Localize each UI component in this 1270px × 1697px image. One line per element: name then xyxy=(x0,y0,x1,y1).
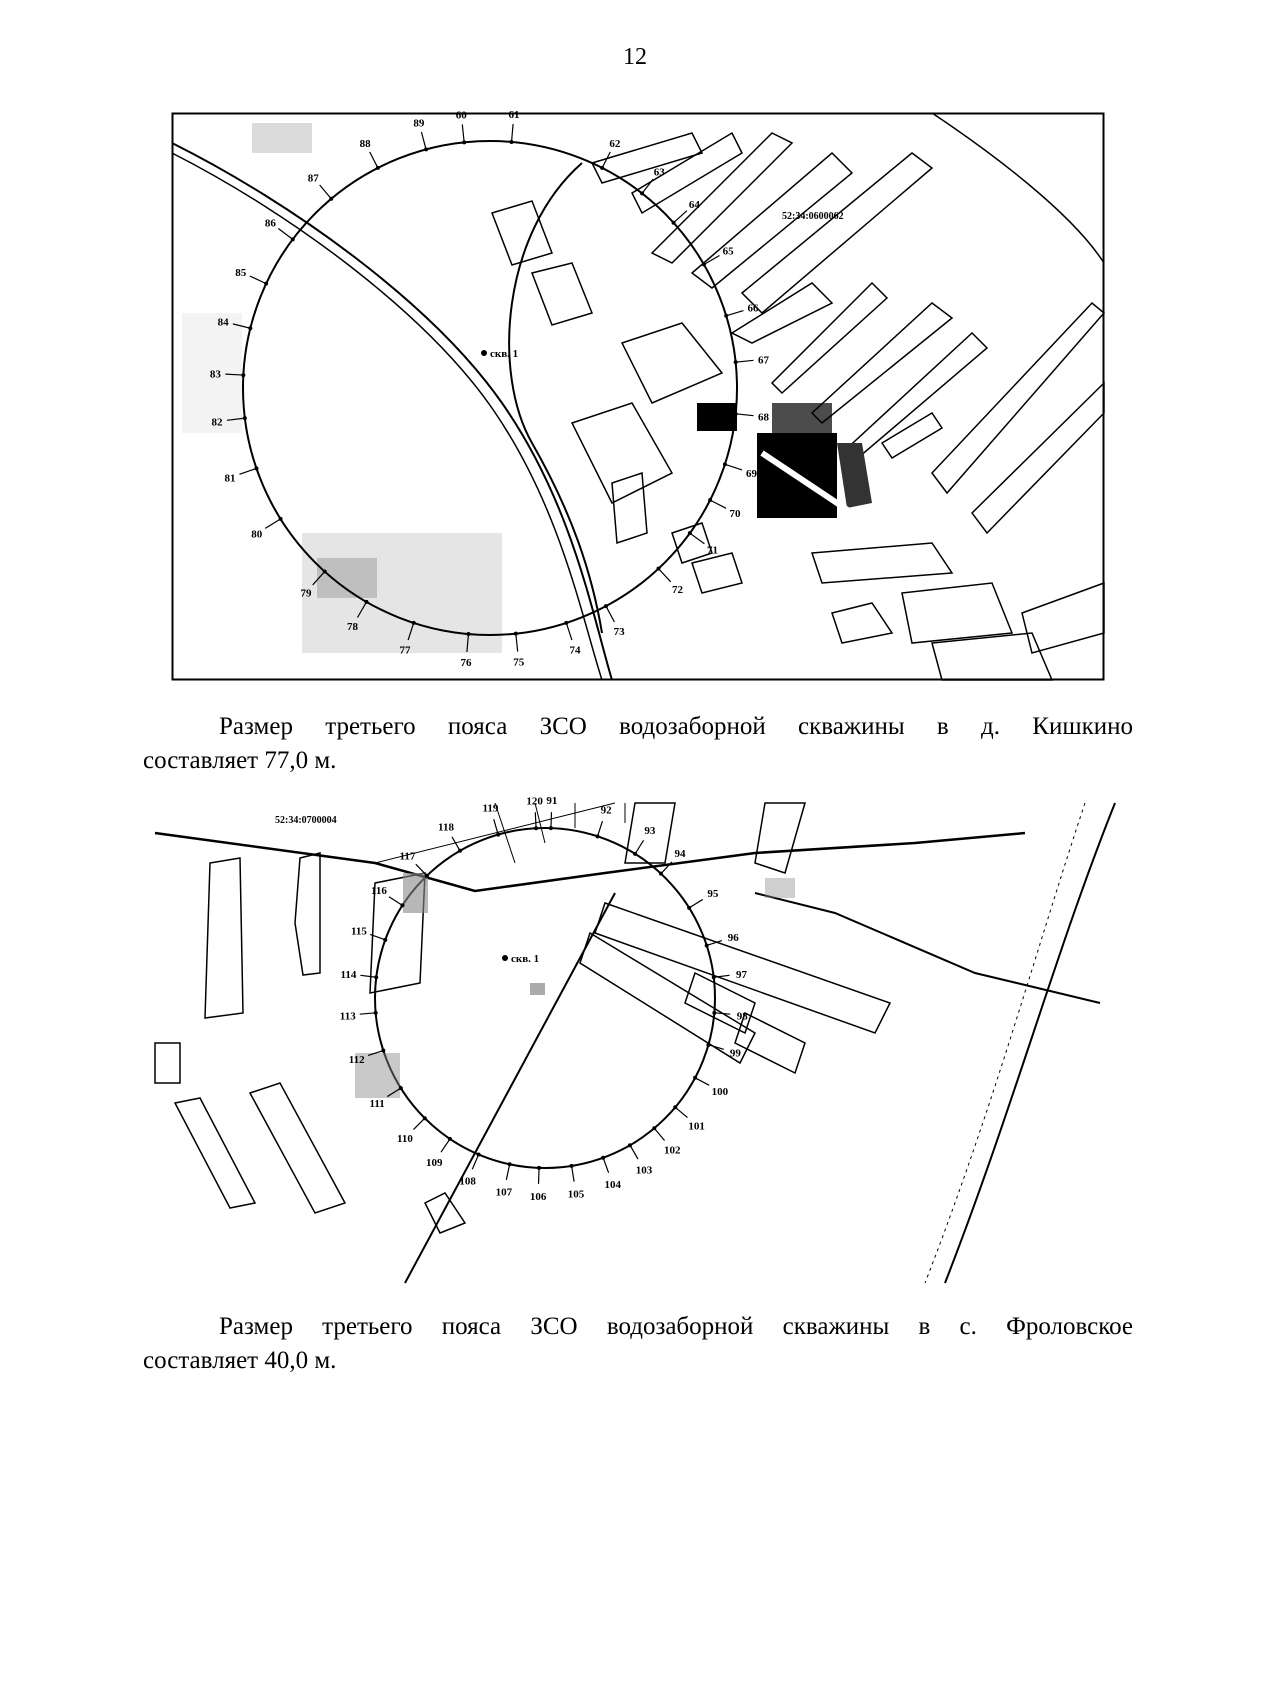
boundary-point-label: 109 xyxy=(426,1157,443,1170)
boundary-point-marker xyxy=(477,1152,481,1156)
boundary-tick xyxy=(635,840,643,854)
boundary-point-marker xyxy=(604,604,608,608)
boundary-point-marker xyxy=(734,412,738,416)
boundary-point-marker xyxy=(537,1166,541,1170)
boundary-point-label: 87 xyxy=(307,172,319,185)
boundary-point-marker xyxy=(399,1086,403,1090)
boundary-point-marker xyxy=(508,1162,512,1166)
boundary-point-label: 78 xyxy=(347,621,358,634)
boundary-point-marker xyxy=(656,567,660,571)
boundary-point-marker xyxy=(724,314,728,318)
boundary-point-marker xyxy=(448,1137,452,1141)
boundary-tick xyxy=(413,1118,424,1129)
boundary-point-label: 110 xyxy=(397,1133,413,1146)
boundary-point-label: 93 xyxy=(644,825,656,838)
boundary-point-marker xyxy=(254,466,258,470)
boundary-point-label: 100 xyxy=(711,1085,729,1098)
well-marker xyxy=(481,350,487,356)
boundary-point-label: 103 xyxy=(635,1164,653,1177)
boundary-tick xyxy=(389,897,402,906)
boundary-point-label: 106 xyxy=(529,1190,547,1203)
boundary-tick xyxy=(360,1013,376,1014)
boundary-point-marker xyxy=(702,263,706,267)
boundary-point-marker xyxy=(688,531,692,535)
boundary-point-marker xyxy=(514,632,518,636)
caption-kishkino xyxy=(143,710,1133,778)
boundary-point-marker xyxy=(708,498,712,502)
map-frolovskoe xyxy=(155,795,1115,1283)
boundary-point-marker xyxy=(601,1156,605,1160)
boundary-point-marker xyxy=(673,1105,677,1109)
boundary-right-dashed xyxy=(925,803,1085,1283)
boundary-point-label: 89 xyxy=(413,117,425,130)
boundary-point-marker xyxy=(600,166,604,170)
boundary-point-marker xyxy=(241,373,245,377)
boundary-point-label: 116 xyxy=(370,885,387,898)
boundary-point-marker xyxy=(712,1011,716,1015)
boundary-point-label: 61 xyxy=(508,109,520,122)
boundary-point-label: 104 xyxy=(604,1179,621,1192)
boundary-point-marker xyxy=(734,360,738,364)
boundary-tick xyxy=(598,821,603,836)
boundary-tick xyxy=(506,1164,509,1180)
boundary-point-label: 113 xyxy=(339,1010,356,1023)
boundary-point-label: 63 xyxy=(653,166,665,179)
boundary-point-label: 98 xyxy=(736,1010,748,1023)
boundary-point-label: 108 xyxy=(459,1175,476,1188)
boundary-point-label: 85 xyxy=(235,266,247,279)
page-number: 12 xyxy=(623,44,647,70)
boundary-point-label: 118 xyxy=(438,821,454,834)
boundary-point-marker xyxy=(374,975,378,979)
boundary-point-marker xyxy=(365,600,369,604)
boundary-point-marker xyxy=(329,197,333,201)
map-frolovskoe-drawing xyxy=(155,795,1115,1283)
boundary-point-marker xyxy=(425,874,429,878)
boundary-point-marker xyxy=(596,834,600,838)
boundary-point-label: 80 xyxy=(251,528,263,541)
boundary-point-marker xyxy=(534,826,538,830)
boundary-point-marker xyxy=(633,852,637,856)
boundary-tick xyxy=(675,1107,687,1117)
boundary-point-marker xyxy=(687,906,691,910)
boundary-point-marker xyxy=(496,833,500,837)
boundary-point-marker xyxy=(423,1116,427,1120)
boundary-point-label: 76 xyxy=(460,656,472,669)
boundary-point-marker xyxy=(424,147,428,151)
buildings xyxy=(155,803,890,1233)
boundary-point-marker xyxy=(264,282,268,286)
boundary-point-label: 64 xyxy=(688,198,700,211)
boundary-point-label: 96 xyxy=(727,931,739,944)
boundary-point-label: 69 xyxy=(746,467,758,480)
boundary-point-marker xyxy=(570,1164,574,1168)
boundary-point-marker xyxy=(564,621,568,625)
boundary-point-label: 73 xyxy=(613,625,625,638)
boundary-point-label: 79 xyxy=(300,587,312,600)
boundary-point-label: 119 xyxy=(482,802,499,815)
boundary-point-marker xyxy=(462,140,466,144)
boundary-point-marker xyxy=(706,1043,710,1047)
caption-line-2: составляет 40,0 м. xyxy=(143,1347,337,1374)
boundary-point-marker xyxy=(705,943,709,947)
boundary-point-label: 114 xyxy=(340,968,357,981)
boundary-point-label: 83 xyxy=(209,368,221,381)
boundary-point-label: 101 xyxy=(688,1120,705,1133)
boundary-point-label: 81 xyxy=(224,472,236,485)
boundary-point-marker xyxy=(712,975,716,979)
boundary-point-label: 91 xyxy=(546,795,558,808)
boundary-tick xyxy=(441,1139,450,1152)
well-marker xyxy=(502,955,508,961)
boundary-point-label: 74 xyxy=(569,644,581,657)
caption-line-1: Размер третьего пояса ЗСО водозаборной скважины в д. Кишкино xyxy=(219,713,1133,740)
boundary-point-marker xyxy=(628,1143,632,1147)
boundary-tick xyxy=(630,1145,638,1159)
boundary-point-marker xyxy=(291,237,295,241)
boundary-point-marker xyxy=(723,462,727,466)
boundary-point-label: 92 xyxy=(600,804,612,817)
boundary-point-label: 70 xyxy=(729,507,741,520)
boundary-tick xyxy=(535,812,536,828)
boundary-tick xyxy=(714,1013,730,1014)
boundary-point-marker xyxy=(374,1011,378,1015)
boundary-point-label: 99 xyxy=(729,1047,741,1060)
boundary-point-marker xyxy=(381,1049,385,1053)
boundary-point-marker xyxy=(466,632,470,636)
boundary-point-label: 112 xyxy=(348,1054,365,1067)
boundary-point-label: 94 xyxy=(674,848,686,861)
boundary-tick xyxy=(603,1158,608,1173)
boundary-right xyxy=(945,803,1115,1283)
well-label: скв. 1 xyxy=(511,953,540,965)
boundary-point-label: 86 xyxy=(264,217,276,230)
caption-line-2: составляет 77,0 м. xyxy=(143,747,337,774)
dark-areas xyxy=(355,873,795,1098)
boundary-point-label: 82 xyxy=(211,416,223,429)
boundary-point-label: 84 xyxy=(217,316,229,329)
boundary-point-marker xyxy=(659,872,663,876)
road xyxy=(155,833,1025,891)
boundary-point-label: 60 xyxy=(455,109,467,122)
boundary-point-label: 88 xyxy=(359,137,371,150)
well-label: скв. 1 xyxy=(490,348,519,360)
boundary-tick xyxy=(572,1166,575,1182)
boundary-point-label: 75 xyxy=(513,656,525,669)
boundary-point-label: 77 xyxy=(399,644,411,657)
boundary-point-marker xyxy=(248,326,252,330)
boundary-point-marker xyxy=(672,221,676,225)
boundary-point-marker xyxy=(376,166,380,170)
boundary-point-label: 111 xyxy=(369,1097,385,1110)
boundary-point-label: 62 xyxy=(609,137,621,150)
parcel-label: 52:34:0600062 xyxy=(782,211,844,222)
boundary-tick xyxy=(360,975,376,977)
boundary-point-label: 97 xyxy=(736,968,748,981)
boundary-point-marker xyxy=(243,416,247,420)
parcel-label: 52:34:0700004 xyxy=(275,815,337,826)
boundary-point-marker xyxy=(412,621,416,625)
boundary-point-marker xyxy=(323,570,327,574)
boundary-point-marker xyxy=(510,140,514,144)
boundary-tick xyxy=(689,899,703,907)
boundary-point-marker xyxy=(652,1126,656,1130)
boundary-point-label: 65 xyxy=(722,245,734,258)
boundary-point-label: 71 xyxy=(706,544,718,557)
boundary-point-marker xyxy=(400,903,404,907)
boundary-point-label: 117 xyxy=(399,850,416,863)
caption-line-1: Размер третьего пояса ЗСО водозаборной скважины в с. Фроловское xyxy=(219,1313,1133,1340)
boundary-point-marker xyxy=(549,826,553,830)
boundary-point-label: 72 xyxy=(672,584,684,597)
boundary-point-marker xyxy=(458,849,462,853)
boundary-point-label: 67 xyxy=(757,354,769,367)
map-kishkino xyxy=(172,109,1104,680)
boundary-point-marker xyxy=(640,191,644,195)
boundary-point-marker xyxy=(693,1076,697,1080)
boundary-tick xyxy=(539,1168,540,1184)
boundary-point-marker xyxy=(279,517,283,521)
boundary-point-label: 115 xyxy=(350,925,367,938)
boundary-point-label: 95 xyxy=(707,888,719,901)
boundary-tick xyxy=(551,812,552,828)
boundary-point-label: 120 xyxy=(526,795,543,808)
boundary-point-label: 107 xyxy=(495,1186,513,1199)
caption-frolovskoe xyxy=(143,1310,1133,1378)
boundary-point-marker xyxy=(383,938,387,942)
boundary-point-label: 66 xyxy=(747,302,759,315)
boundary-point-label: 102 xyxy=(664,1144,681,1157)
boundary-point-label: 105 xyxy=(567,1188,585,1201)
boundary-point-label: 68 xyxy=(757,411,769,424)
map-kishkino-drawing xyxy=(172,109,1104,680)
boundary-tick xyxy=(695,1078,709,1086)
boundary-tick xyxy=(654,1128,664,1140)
